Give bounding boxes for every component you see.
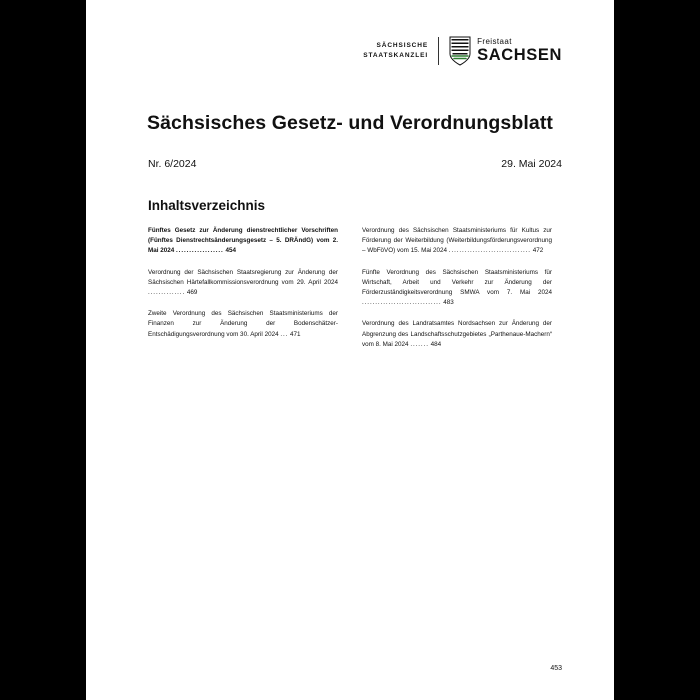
- document-page: [86, 0, 614, 700]
- toc-entry-title: Zweite Verordnung des Sächsischen Staatsministeriums der Finanzen zur Änderung der Bodenschätzer-Entschädigungsverordnung vom 30. April 2024: [148, 310, 338, 338]
- toc-column-right: [362, 226, 552, 361]
- toc-entry-leader: ..............: [148, 288, 186, 296]
- toc-entry[interactable]: [148, 268, 338, 299]
- toc-entry-leader: ...............................: [448, 247, 531, 255]
- toc-entry-page: 469: [186, 288, 198, 296]
- masthead-divider: [438, 37, 439, 65]
- toc-entry[interactable]: [362, 226, 552, 257]
- masthead-sachsen-label: SACHSEN: [477, 45, 562, 64]
- saxony-coat-of-arms-icon: [449, 36, 471, 66]
- toc-entry-leader: .......: [410, 340, 429, 348]
- issue-number: Nr. 6/2024: [148, 158, 197, 170]
- masthead-freistaat-logo: [449, 36, 562, 66]
- toc-column-left: [148, 226, 338, 361]
- toc-columns: [148, 226, 562, 361]
- issue-info-row: [148, 158, 562, 170]
- toc-heading: Inhaltsverzeichnis: [148, 198, 266, 213]
- toc-entry[interactable]: [362, 319, 552, 350]
- masthead-line-2: STAATSKANZLEI: [363, 52, 429, 59]
- toc-entry-title: Verordnung des Sächsischen Staatsministeriums für Kultus zur Förderung der Weiterbildung (Weiterbildungsförderungsverordnung – WbFöVO) vom 15. Mai 2024: [362, 227, 552, 255]
- toc-entry-page: 472: [532, 247, 544, 255]
- toc-entry[interactable]: [148, 309, 338, 340]
- toc-entry[interactable]: [362, 268, 552, 309]
- toc-entry-leader: ..................: [176, 247, 224, 255]
- toc-entry-title: Verordnung des Landratsamtes Nordsachsen zur Änderung der Abgrenzung des Landschaftsschutzgebietes „Parthenaue-Machern“ vom 8. Mai 2024: [362, 320, 552, 348]
- toc-entry[interactable]: [148, 226, 338, 257]
- toc-entry-page: 483: [443, 299, 454, 307]
- toc-entry-page: 454: [225, 247, 236, 255]
- toc-entry-page: 471: [290, 330, 301, 338]
- toc-entry-title: Fünftes Gesetz zur Änderung dienstrechtlicher Vorschriften (Fünftes Dienstrechtsänderungsgesetz – 5. DRÄndG) vom 2. Mai 2024: [148, 227, 338, 255]
- masthead-wordmark: [477, 38, 562, 64]
- masthead-staatskanzlei-label: [363, 41, 428, 61]
- toc-entry-leader: ...: [280, 330, 289, 338]
- toc-entry-leader: ..............................: [362, 299, 442, 307]
- page-number: 453: [550, 665, 562, 672]
- toc-entry-title: Fünfte Verordnung des Sächsischen Staatsministeriums für Wirtschaft, Arbeit und Verkehr zur Änderung der Förderzuständigkeitsverordnung SMWA vom 7. Mai 2024: [362, 268, 552, 296]
- page-title: Sächsisches Gesetz- und Verordnungsblatt: [146, 112, 554, 134]
- masthead: [363, 36, 562, 66]
- masthead-freistaat-label: Freistaat: [477, 37, 512, 47]
- masthead-line-1: SÄCHSISCHE: [376, 42, 429, 50]
- issue-date: 29. Mai 2024: [501, 158, 562, 170]
- toc-entry-title: Verordnung der Sächsischen Staatsregierung zur Änderung der Sächsischen Härtefallkommissionsverordnung vom 29. April 2024: [148, 268, 338, 286]
- toc-entry-page: 484: [430, 340, 442, 348]
